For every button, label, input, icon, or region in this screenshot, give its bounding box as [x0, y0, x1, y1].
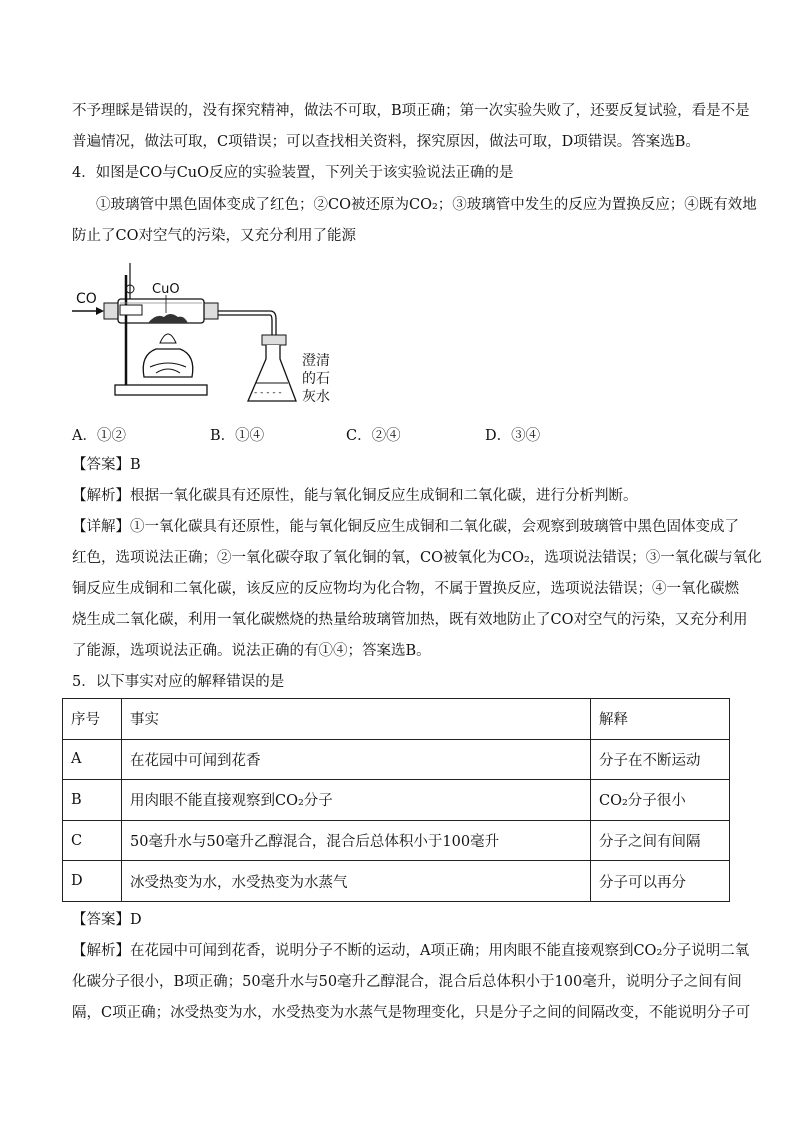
table-cell: 50毫升水与50毫升乙醇混合，混合后总体积小于100毫升 — [122, 820, 591, 861]
table-row — [63, 739, 730, 780]
option-b: B．①④ — [210, 428, 265, 444]
table-row — [63, 780, 730, 821]
table-cell: 在花园中可闻到花香 — [122, 739, 591, 780]
question-4-statements: 防止了CO对空气的污染，又充分利用了能源 — [72, 228, 356, 244]
co-label: CO — [76, 291, 97, 307]
table-header-row — [63, 699, 730, 740]
question-4-detail: 了能源，选项说法正确。说法正确的有①④；答案选B。 — [72, 643, 431, 659]
header-cell: 解释 — [591, 699, 730, 740]
svg-text:- - - - -: - - - - - — [254, 388, 282, 398]
table-cell: 分子可以再分 — [591, 861, 730, 902]
table-row — [63, 861, 730, 902]
table-cell: C — [63, 820, 122, 861]
question-4-detail: 铜反应生成铜和二氧化碳，该反应的反应物均为化合物，不属于置换反应，选项说法错误；④一氧化碳燃 — [72, 581, 739, 597]
table-cell: A — [63, 739, 122, 780]
lime-water-label: 的石 — [302, 371, 330, 387]
table-cell: 冰受热变为水，水受热变为水蒸气 — [122, 861, 591, 902]
question-4-statements: ①玻璃管中黑色固体变成了红色；②CO被还原为CO₂；③玻璃管中发生的反应为置换反应；④既有效地 — [96, 197, 757, 213]
paragraph-line: 不予理睬是错误的，没有探究精神，做法不可取，B项正确；第一次实验失败了，还要反复试验，看是不是 — [72, 103, 750, 119]
apparatus-figure — [70, 255, 340, 415]
question-4-stem: 4．如图是CO与CuO反应的实验装置，下列关于该实验说法正确的是 — [72, 165, 514, 181]
question-5-stem: 5．以下事实对应的解释错误的是 — [72, 674, 285, 690]
question-4-analysis: 【解析】根据一氧化碳具有还原性，能与氧化铜反应生成铜和二氧化碳，进行分析判断。 — [72, 488, 638, 504]
option-a: A．①② — [72, 428, 126, 444]
question-5-analysis: 【解析】在花园中可闻到花香，说明分子不断的运动，A项正确；用肉眼不能直接观察到CO₂分子说明二氧 — [72, 943, 750, 959]
question-5-answer: 【答案】D — [72, 912, 142, 928]
option-c: C．②④ — [346, 428, 401, 444]
header-cell: 事实 — [122, 699, 591, 740]
table-cell: 用肉眼不能直接观察到CO₂分子 — [122, 780, 591, 821]
question-5-analysis: 化碳分子很小，B项正确；50毫升水与50毫升乙醇混合，混合后总体积小于100毫升，说明分子之间有间 — [72, 974, 742, 990]
option-d: D．③④ — [485, 428, 541, 444]
question-4-detail: 【详解】①一氧化碳具有还原性，能与氧化铜反应生成铜和二氧化碳，会观察到玻璃管中黑色固体变成了 — [72, 519, 739, 535]
table-cell: 分子之间有间隔 — [591, 820, 730, 861]
table-cell: D — [63, 861, 122, 902]
table-cell: 分子在不断运动 — [591, 739, 730, 780]
question-4-detail: 烧生成二氧化碳，利用一氧化碳燃烧的热量给玻璃管加热，既有效地防止了CO对空气的污染，又充分利用 — [72, 612, 748, 628]
header-cell: 序号 — [63, 699, 122, 740]
lime-water-label: 灰水 — [302, 389, 330, 405]
table-cell: B — [63, 780, 122, 821]
paragraph-line: 普遍情况，做法可取，C项错误；可以查找相关资料，探究原因，做法可取，D项错误。答案选B。 — [72, 134, 700, 150]
question-5-analysis: 隔，C项正确；冰受热变为水，水受热变为水蒸气是物理变化，只是分子之间的间隔改变，不能说明分子可 — [72, 1005, 751, 1021]
facts-table — [62, 698, 730, 902]
question-4-detail: 红色，选项说法正确；②一氧化碳夺取了氧化铜的氧，CO被氧化为CO₂，选项说法错误；③一氧化碳与氧化 — [72, 550, 762, 566]
lime-water-label: 澄清 — [302, 353, 330, 369]
question-4-answer: 【答案】B — [72, 457, 141, 473]
table-row — [63, 820, 730, 861]
cuo-label: CuO — [152, 282, 180, 297]
table-cell: CO₂分子很小 — [591, 780, 730, 821]
